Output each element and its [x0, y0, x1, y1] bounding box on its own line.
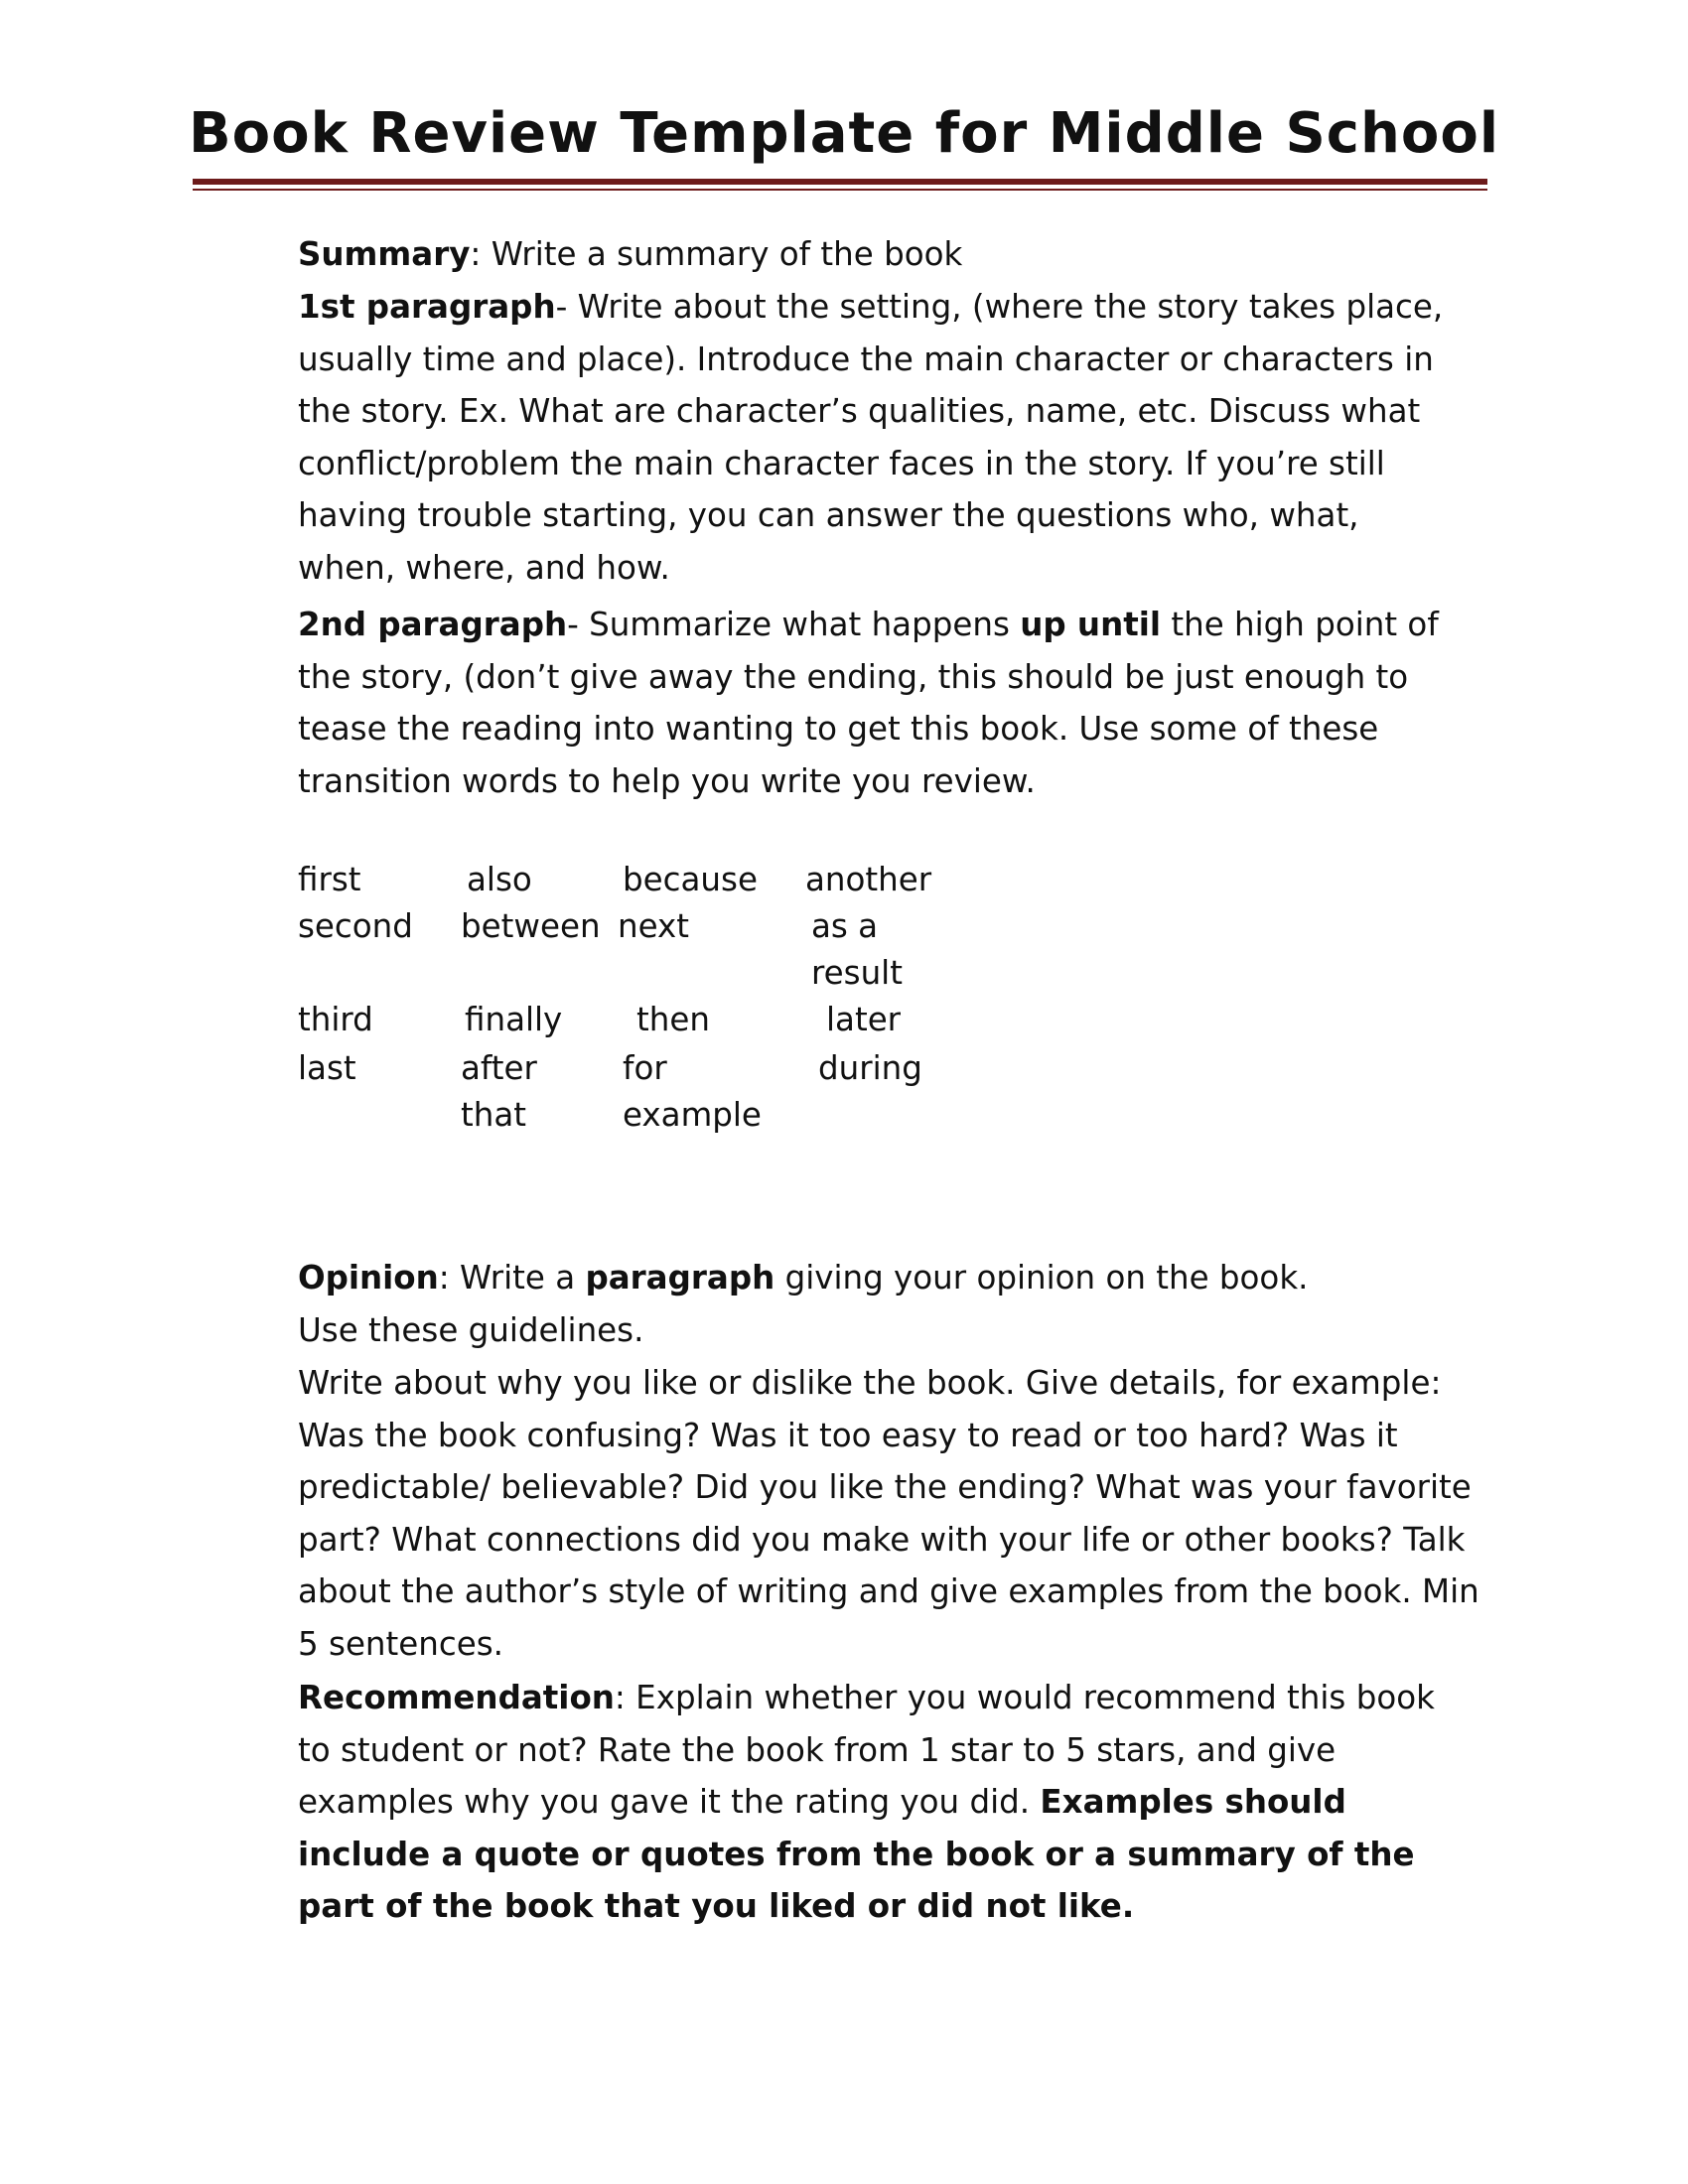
recommendation-emphasis: Examples should include a quote or quotes from the book or a summary of the part of the book that you liked or did not like.	[298, 1783, 1415, 1926]
transition-word: later	[826, 1001, 902, 1038]
transition-word: as a	[811, 907, 879, 945]
summary-text: : Write a summary of the book	[470, 235, 963, 273]
opinion-emphasis: paragraph	[585, 1259, 775, 1297]
transition-word: between	[461, 907, 601, 945]
transition-word: next	[618, 907, 689, 945]
opinion-body: Write about why you like or dislike the book. Give details, for example: Was the book confusing? Was it too easy to read or too hard? Was it predictable/ believable? Did you like the ending? What was your favorite part? What connections did you make with your life or other books? Talk about the author’s style of writing and give examples from the book. Min 5 sentences.	[298, 1364, 1479, 1663]
transition-word: during	[818, 1049, 922, 1087]
opinion-text: : Write a	[438, 1259, 586, 1297]
summary-label: Summary	[298, 235, 471, 273]
opinion-label: Opinion	[298, 1259, 439, 1297]
transition-word: after	[461, 1049, 537, 1087]
transition-word: last	[298, 1049, 356, 1087]
transition-word: for	[623, 1049, 667, 1087]
transition-word: third	[298, 1001, 373, 1038]
transition-word: result	[811, 954, 903, 992]
second-paragraph-text-continued: the high point of the story, (don’t give away the ending, this should be just enough to tease the reading into wanting to get this book. Use some of these transition words to help you write you review.	[298, 606, 1439, 800]
summary-second-paragraph	[298, 599, 1460, 807]
transition-word: example	[623, 1096, 762, 1134]
title-underline-thin	[193, 189, 1487, 191]
second-paragraph-emphasis: up until	[1020, 606, 1162, 643]
transition-word: another	[805, 861, 932, 898]
transition-word: also	[467, 861, 532, 898]
recommendation-text: : Explain whether you would recommend this book to student or not? Rate the book from 1 star to 5 stars, and give examples why you gave it the rating you did.	[298, 1679, 1435, 1822]
second-paragraph-text: - Summarize what happens	[567, 606, 1021, 643]
title-underline	[193, 179, 1487, 185]
transition-word: that	[461, 1096, 526, 1134]
transition-word: because	[623, 861, 758, 898]
first-paragraph-label: 1st paragraph	[298, 288, 556, 326]
transition-word: second	[298, 907, 413, 945]
opinion-text-continued: giving your opinion on the book. Use these guidelines.	[298, 1259, 1309, 1349]
page-title: Book Review Template for Middle School	[188, 101, 1500, 166]
opinion-heading	[298, 1252, 1321, 1356]
recommendation-label: Recommendation	[298, 1679, 615, 1716]
transition-word: first	[298, 861, 361, 898]
transition-word: then	[636, 1001, 710, 1038]
summary-heading	[298, 228, 1489, 281]
transition-word: finally	[465, 1001, 563, 1038]
recommendation-section	[298, 1672, 1440, 1933]
second-paragraph-label: 2nd paragraph	[298, 606, 568, 643]
first-paragraph-text: - Write about the setting, (where the story takes place, usually time and place). Introduce the main character or characters in the story. Ex. What are character’s qualities, name, etc. Discuss what conflict/problem the main character faces in the story. If you’re still having trouble starting, you can answer the questions who, what, when, where, and how.	[298, 288, 1444, 587]
summary-first-paragraph	[298, 281, 1460, 595]
